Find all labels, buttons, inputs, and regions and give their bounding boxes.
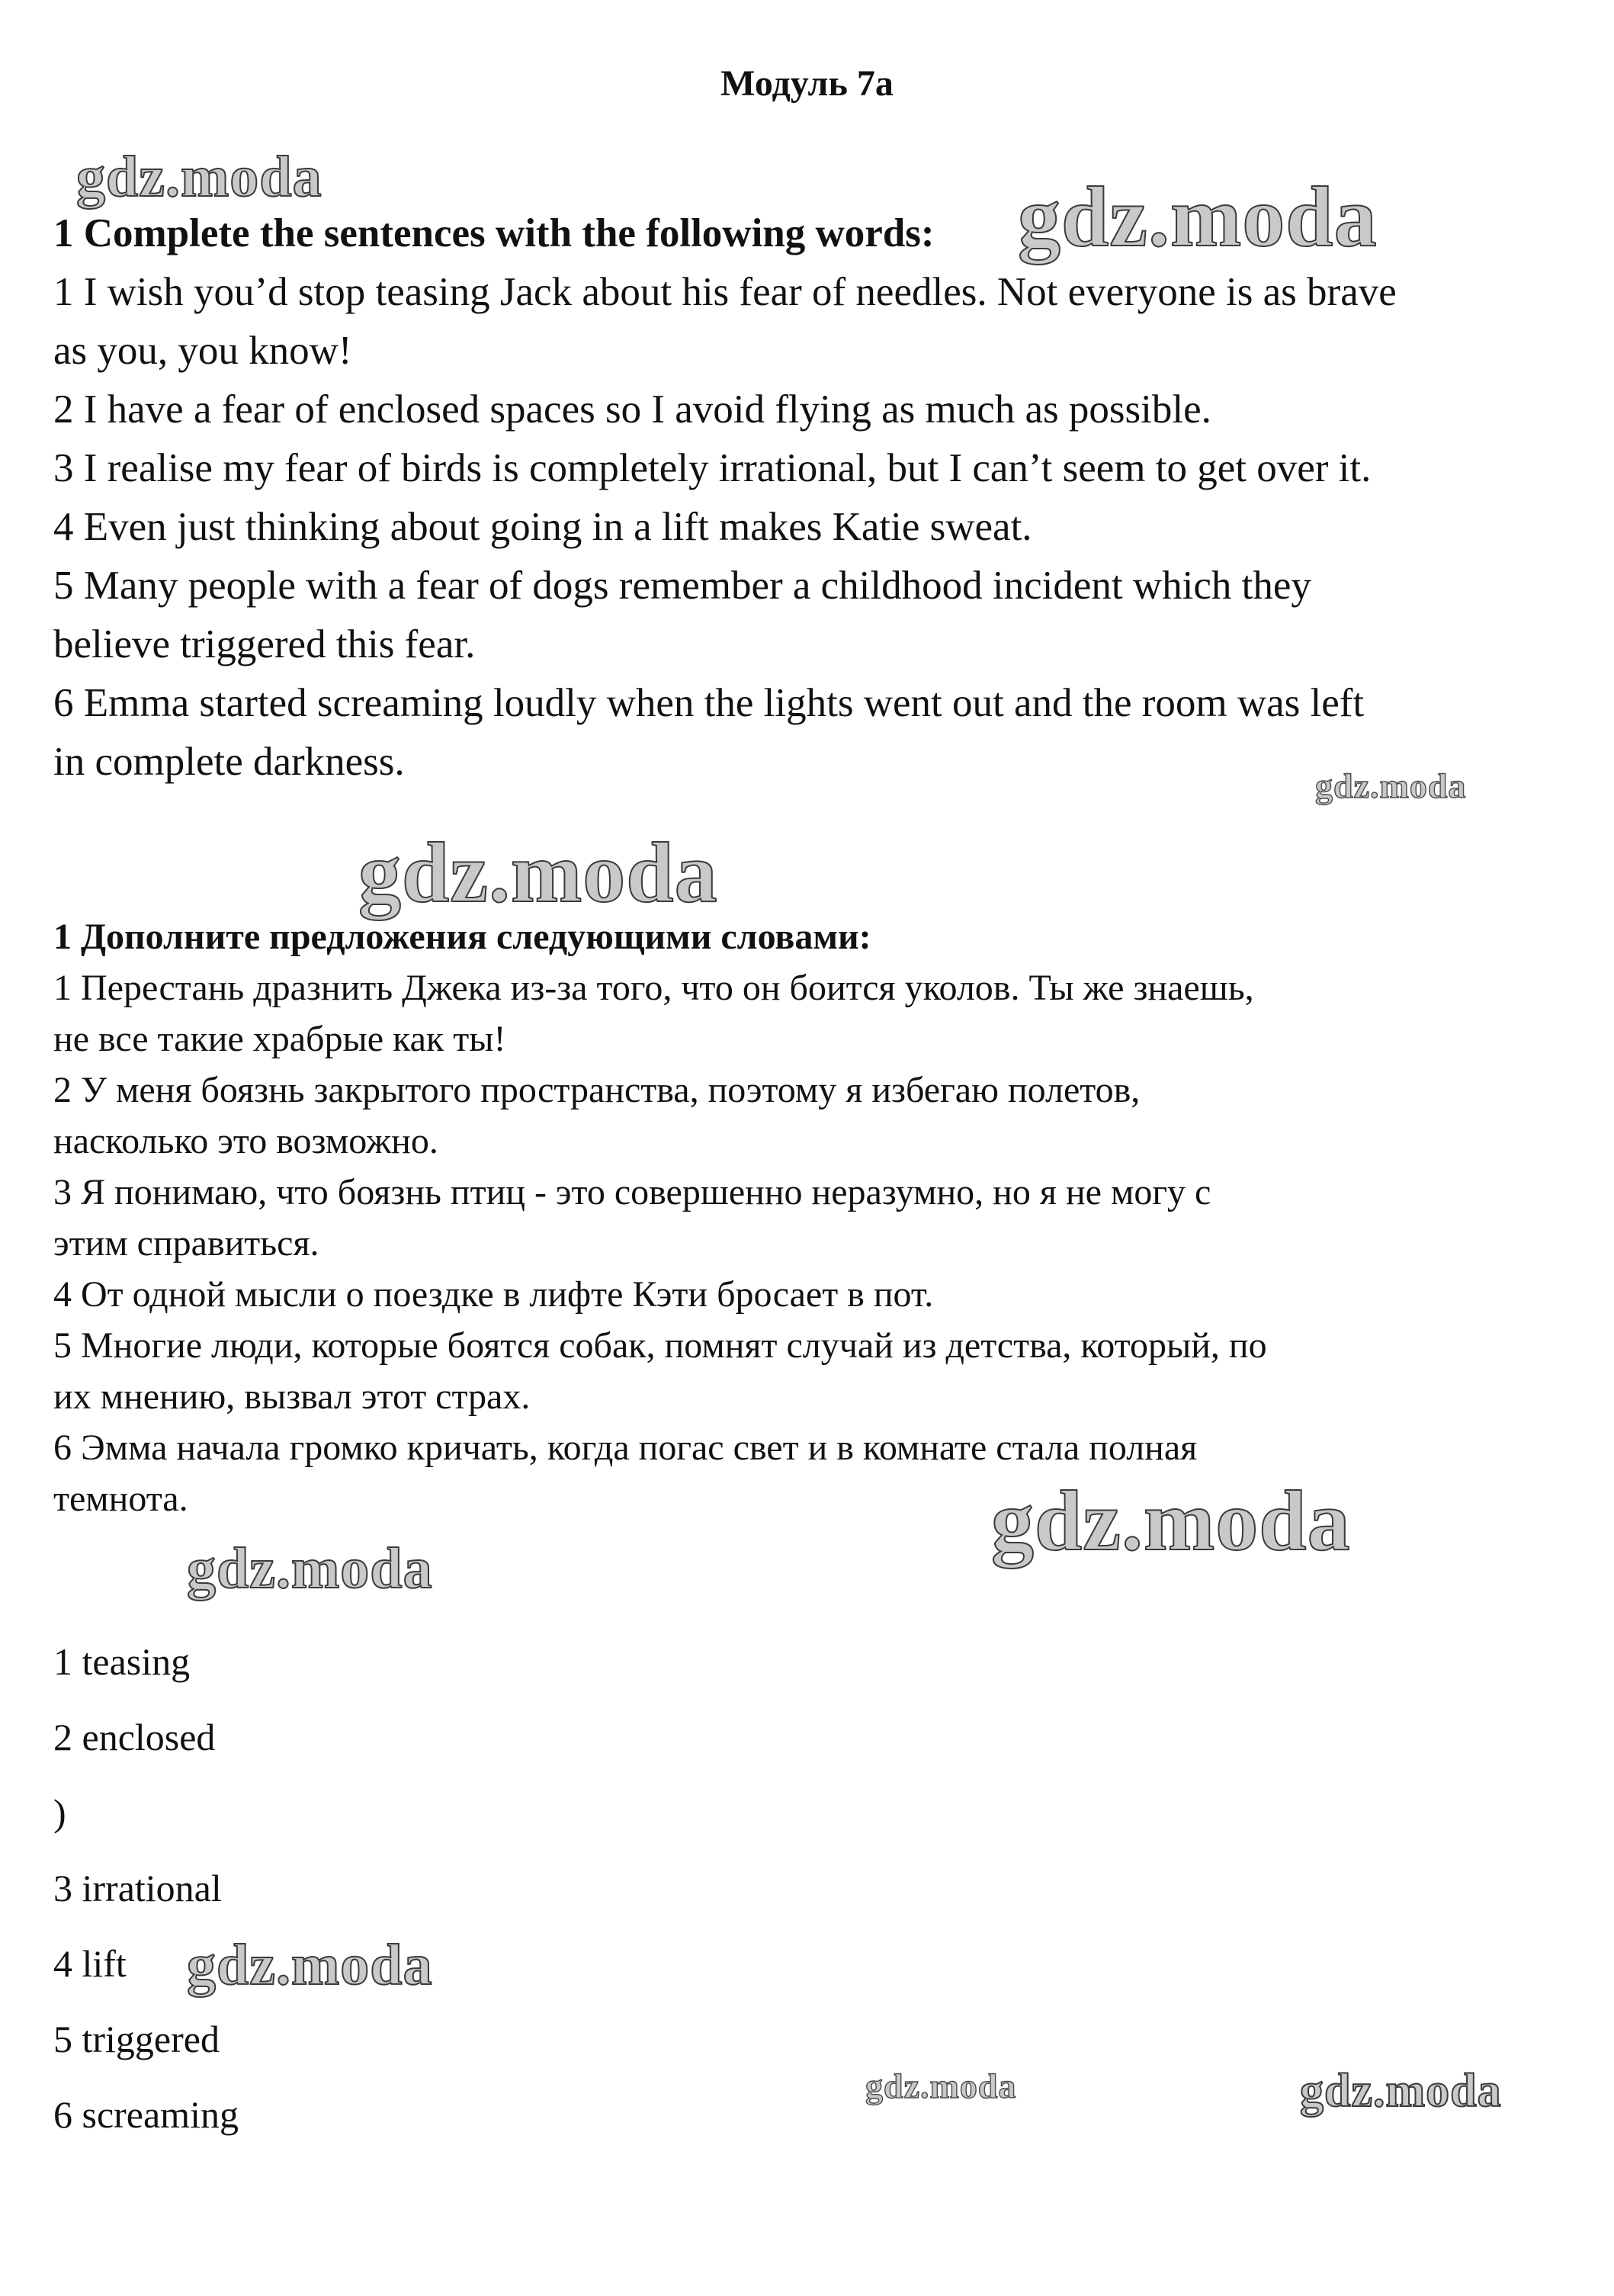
answer-item: 2 enclosed [53,1716,216,1758]
russian-line: не все такие храбрые как ты! [53,1019,506,1059]
russian-line: 4 От одной мысли о поездке в лифте Кэти бросает в пот. [53,1274,934,1315]
watermark: gdz.moda [1315,766,1467,805]
english-line: 1 I wish you’d stop teasing Jack about his fear of needles. Not everyone is as brave [53,270,1397,314]
russian-line: темнота. [53,1479,188,1519]
russian-line: 5 Многие люди, которые боятся собак, помнят случай из детства, который, по [53,1325,1267,1366]
russian-line: 3 Я понимаю, что боязнь птиц - это совершенно неразумно, но я не могу с [53,1172,1211,1212]
watermark: gdz.moda [1300,2065,1502,2117]
english-line: 3 I realise my fear of birds is completely irrational, but I can’t seem to get over it. [53,446,1372,490]
watermark: gdz.moda [1018,170,1378,265]
answer-item: ) [53,1791,66,1834]
english-line: 6 Emma started screaming loudly when the lights went out and the room was left [53,681,1365,725]
russian-line: 2 У меня боязнь закрытого пространства, поэтому я избегаю полетов, [53,1070,1141,1110]
answer-item: 3 irrational [53,1867,222,1909]
watermark: gdz.moda [76,145,322,209]
russian-line: 6 Эмма начала громко кричать, когда погас свет и в комнате стала полная [53,1427,1198,1468]
answer-item: 5 triggered [53,2018,220,2060]
page-title: Модуль 7а [720,63,894,104]
answer-item: 1 teasing [53,1640,191,1683]
russian-line: их мнению, вызвал этот страх. [53,1376,531,1417]
english-line: believe triggered this fear. [53,622,476,666]
watermark: gdz.moda [187,1537,433,1601]
english-line: 5 Many people with a fear of dogs remember a childhood incident which they [53,564,1311,608]
answer-item: 6 screaming [53,2093,239,2136]
russian-line: насколько это возможно. [53,1121,438,1161]
english-exercise [53,204,1578,792]
english-heading: 1 Complete the sentences with the following words: [53,211,935,255]
watermark: gdz.moda [991,1474,1351,1569]
english-line: in complete darkness. [53,740,405,784]
watermark: gdz.moda [358,826,718,920]
watermark: gdz.moda [865,2066,1017,2105]
english-line: 4 Even just thinking about going in a lift makes Katie sweat. [53,505,1032,549]
english-line: as you, you know! [53,329,352,373]
russian-line: этим справиться. [53,1223,319,1264]
answer-item: 4 lift [53,1942,127,1985]
russian-translation [53,911,1578,1524]
watermark: gdz.moda [187,1933,433,1997]
russian-heading: 1 Дополните предложения следующими словами: [53,917,871,957]
english-line: 2 I have a fear of enclosed spaces so I avoid flying as much as possible. [53,387,1211,432]
russian-line: 1 Перестань дразнить Джека из-за того, что он боится уколов. Ты же знаешь, [53,968,1254,1008]
